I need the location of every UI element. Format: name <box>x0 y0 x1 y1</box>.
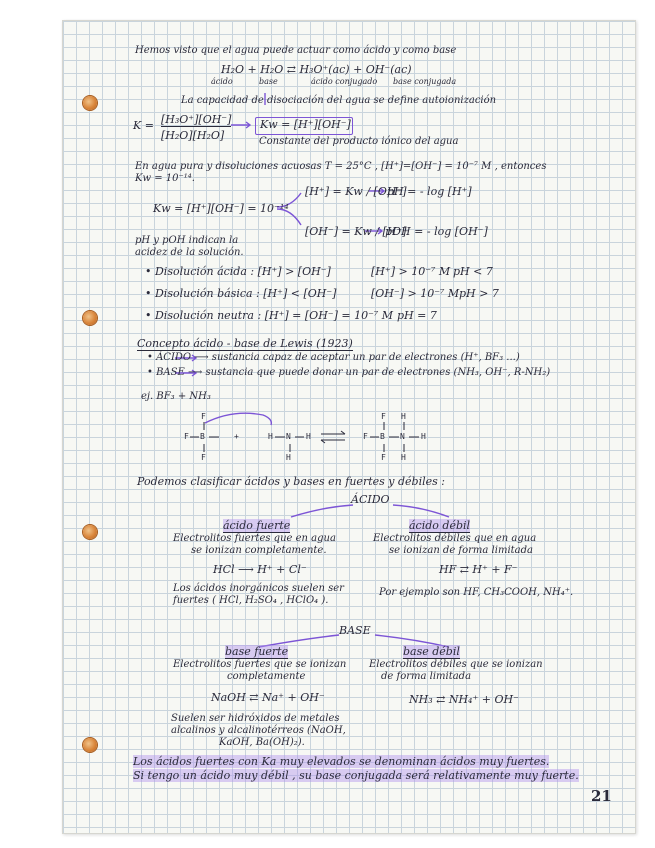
plus-sign: + <box>234 432 239 441</box>
k-denominator: [H₂O][H₂O] <box>161 129 225 142</box>
weak-acid-desc-2: se ionizan de forma limitada <box>389 545 533 556</box>
strong-base-desc-2: completamente <box>227 671 306 682</box>
lewis-heading: Concepto ácido - base de Lewis (1923) <box>137 337 353 350</box>
atom-n: N <box>400 432 405 441</box>
kw-definition: Kw = [H⁺][OH⁻] <box>260 118 351 131</box>
atom-f: F <box>201 453 206 462</box>
eq1-label-acid: ácido <box>211 77 233 86</box>
strong-base-note-2: alcalinos y alcalinotérreos (NaOH, <box>171 725 346 736</box>
strong-acid-note-1: Los ácidos inorgánicos suelen ser <box>173 583 344 594</box>
lewis-base: • BASE ⟶ sustancia que puede donar un par de electrones (NH₃, OH⁻, R-NH₂) <box>147 367 551 378</box>
classify-line: Podemos clasificar ácidos y bases en fuertes y débiles : <box>137 475 445 488</box>
weak-acid-title: ácido débil <box>409 519 471 532</box>
final-note-1: Los ácidos fuertes con Ka muy elevados se denominan ácidos muy fuertes. <box>133 755 550 768</box>
poh-formula: pOH = - log [OH⁻] <box>385 225 488 238</box>
acid-solution-ph: pH < 7 <box>453 265 493 278</box>
pure-water-line: En agua pura y disoluciones acuosas T = 25°C , [H⁺]=[OH⁻] = 10⁻⁷ M , entonces <box>135 161 547 172</box>
kw-equation: Kw = [H⁺][OH⁻] = 10⁻¹⁴ <box>153 202 289 215</box>
atom-f: F <box>381 453 386 462</box>
eq1-label-base: base <box>259 77 278 86</box>
atom-h: H <box>401 453 406 462</box>
strong-base-note-3: KaOH, Ba(OH)₂). <box>219 737 305 748</box>
atom-h: H <box>268 432 273 441</box>
k-numerator: [H₃O⁺][OH⁻] <box>161 113 232 126</box>
basic-solution: • Disolución básica : [H⁺] < [OH⁻] <box>145 287 337 300</box>
strong-acid-desc-1: Electrolitos fuertes que en agua <box>173 533 336 544</box>
eq1-label-conj-base: base conjugada <box>393 77 457 86</box>
atom-h: H <box>421 432 426 441</box>
final-note-2: Si tengo un ácido muy débil , su base conjugada será relativamente muy fuerte. <box>133 769 579 782</box>
weak-acid-note: Por ejemplo son HF, CH₃COOH, NH₄⁺. <box>379 587 574 598</box>
neutral-solution-ph: pH = 7 <box>397 309 437 322</box>
atom-f: F <box>381 412 386 421</box>
autoionization-line: La capacidad de disociación del agua se define autoionización <box>181 95 497 106</box>
notebook-page <box>62 20 636 834</box>
strong-acid-equation: HCl ⟶ H⁺ + Cl⁻ <box>213 563 307 576</box>
page-number: 21 <box>591 787 612 805</box>
eq1-label-conj-acid: ácido conjugado <box>311 77 378 86</box>
weak-acid-desc-1: Electrolitos débiles que en agua <box>373 533 537 544</box>
intro-line: Hemos visto que el agua puede actuar como ácido y como base <box>135 45 457 56</box>
h-concentration: [H⁺] = Kw / [OH⁻] <box>305 185 407 198</box>
k-label: K = <box>133 119 154 132</box>
atom-f: F <box>363 432 368 441</box>
weak-base-desc-1: Electrolitos débiles que se ionizan <box>369 659 543 670</box>
strong-acid-desc-2: se ionizan completamente. <box>191 545 327 556</box>
basic-solution-conc: [OH⁻] > 10⁻⁷ M <box>371 287 460 300</box>
strong-base-desc-1: Electrolitos fuertes que se ionizan <box>173 659 347 670</box>
kw-description: Constante del producto iónico del agua <box>259 136 459 147</box>
acid-heading: ÁCIDO <box>351 493 390 506</box>
kw-value-line: Kw = 10⁻¹⁴. <box>135 173 195 184</box>
weak-acid-equation: HF ⇄ H⁺ + F⁻ <box>439 563 518 576</box>
atom-h: H <box>401 412 406 421</box>
water-equilibrium: H₂O + H₂O ⇄ H₃O⁺(ac) + OH⁻(ac) <box>221 63 412 76</box>
weak-base-equation: NH₃ ⇄ NH₄⁺ + OH⁻ <box>409 693 519 706</box>
atom-n: N <box>286 432 291 441</box>
strong-acid-note-2: fuertes ( HCl, H₂SO₄ , HClO₄ ). <box>173 595 329 606</box>
weak-base-title: base débil <box>403 645 460 658</box>
lewis-acid: • ÁCIDO ⟶ sustancia capaz de aceptar un par de electrones (H⁺, BF₃ ...) <box>147 352 520 363</box>
atom-f: F <box>184 432 189 441</box>
strong-acid-title: ácido fuerte <box>223 519 291 532</box>
ph-formula: pH = - log [H⁺] <box>387 185 472 198</box>
strong-base-title: base fuerte <box>225 645 289 658</box>
base-heading: BASE <box>339 624 371 637</box>
basic-solution-ph: pH > 7 <box>459 287 499 300</box>
oh-concentration: [OH⁻] = Kw / [H⁺] <box>305 225 407 238</box>
atom-b: B <box>380 432 385 441</box>
strong-base-equation: NaOH ⇄ Na⁺ + OH⁻ <box>211 691 325 704</box>
ph-note-1: pH y pOH indican la <box>135 235 239 246</box>
atom-h: H <box>306 432 311 441</box>
atom-b: B <box>200 432 205 441</box>
ph-note-2: acidez de la solución. <box>135 247 244 258</box>
strong-base-note-1: Suelen ser hidróxidos de metales <box>171 713 340 724</box>
atom-f: F <box>201 412 206 421</box>
weak-base-desc-2: de forma limitada <box>381 671 472 682</box>
acid-solution-conc: [H⁺] > 10⁻⁷ M <box>371 265 451 278</box>
lewis-example: ej. BF₃ + NH₃ <box>141 391 211 402</box>
acid-solution: • Disolución ácida : [H⁺] > [OH⁻] <box>145 265 331 278</box>
atom-h: H <box>286 453 291 462</box>
neutral-solution: • Disolución neutra : [H⁺] = [OH⁻] = 10⁻⁷ M <box>145 309 394 322</box>
